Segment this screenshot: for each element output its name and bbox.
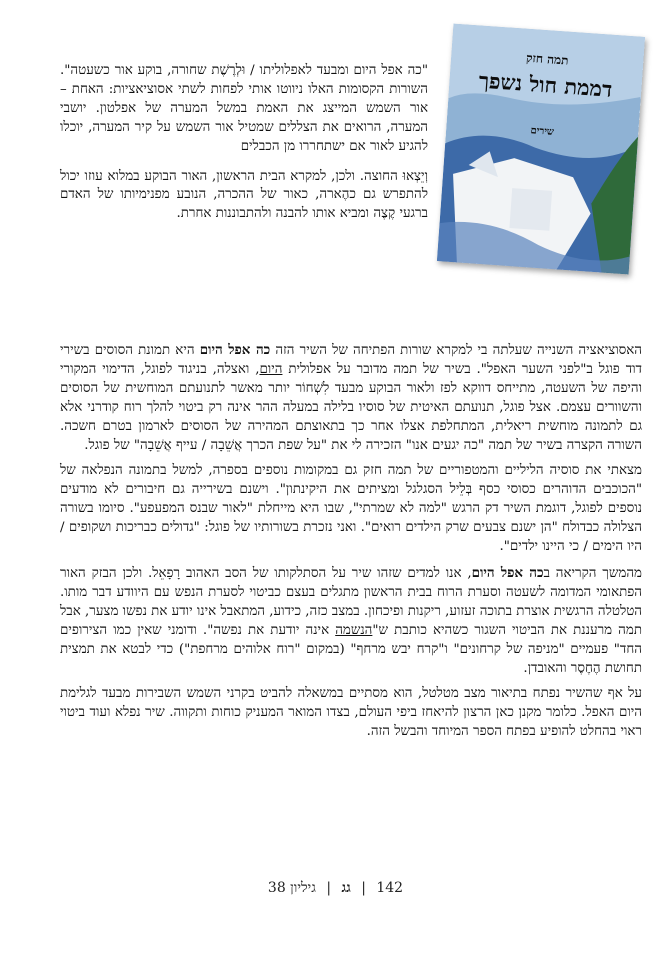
text-segment: היא תמונת הסוסים בשירי דוד פוגל ב"לפני השער האפל". בשיר של תמה מדובר על אפלולית [60,343,643,377]
issue-number: גיליון 38 [267,880,316,896]
footer-separator: | [326,880,332,896]
paragraph [60,685,642,742]
page-number: 142 [376,880,404,896]
paragraph [60,62,428,157]
text-segment: , אנו למדים שזהו שיר על הסתלקותו של הסב האהוב רָפָאֵל. ולכן הבזק האור הפתאומי המדומה לשעטה וסערת הרוח בבית הראשון מתגלים בעצם כביטוי לסערת הנפש עם היוודע דבר מותו. הטלטלה הרגשית אוצרת בתוכה זעזוע, ריקנות ופיכחון. במצב כזה, כידוע, המתאבל אינו יודע את נפשו מצער, אבל תמה מרעננת את הביטוי השגור כשהיא כותבת ש" [60,565,642,638]
text-segment: הנשמה [335,622,373,638]
text-segment: אינה יודעת את נפשה". ודומני שאין כמו הצירופים החד" פעמיים "מניפה של קרחונים" ו"קרח יבש מרחף" (במקום "רוח אלוהים מרחפת") כדי לבטא את תמצית תחושת הֶחֶסֶר והאובדן. [60,622,642,676]
footer-separator: | [361,880,366,896]
text-segment: "כה אפל היום ומבעד לאפלוליתו / וּלְרֶשֶׁת שחורה, בוקע אור כשעטה". השורות הקסומות האלו ניווטו אותי לפחות לשתי אסוציאציות: האחת – אור השמש המייצג את האמת במשל המערה של אפלטון. יושבי המערה, הרואים את הצללים שמטיל אור השמש על קיר המערה, יוכלו להגיע לאור אם ישתחררו מן הכבלים [60,63,428,154]
text-segment: היום [259,361,283,377]
paragraph [60,564,642,678]
magazine-name: גג [341,880,351,896]
article-column-full [60,341,642,749]
text-segment: על אף שהשיר נפתח בתיאור מצב מטלטל, הוא מסתיים במשאלה להביט בקרני השמש השבירות מבעד לגלימת היום האפל. כלומר מקנן כאן הרצון להיאחז ביפי העולם, בצדו המואר המעניק כוחות ותקווה. שיר נפלא ועוד ביטוי ראוי בהחלט להופיע בפתח הספר המיוחד והבשל הזה. [60,686,642,740]
paragraph [60,168,428,225]
book-cover-image [437,24,645,275]
text-segment: וְיֵצְאוּ החוצה. ולכן, למקרא הבית הראשון, האור הבוקע במלוא עוזו יכול להתפרש גם כהֶארה, כאור של ההכרה, הנובע מפנימיותו של האדם ברגעי קֶצֶה ומביא אותו להבנה ולהתבוננות אחרת. [60,168,428,222]
text-segment: כה אפל היום [199,342,271,358]
paragraph [60,341,642,455]
article-column-top [60,62,428,235]
text-segment: מהמשך הקריאה ב [543,565,642,581]
text-segment: האסוציאציה השנייה שעלתה בי למקרא שורות הפתיחה של השיר הזה [270,343,643,358]
cover-subtitle: שירים [530,125,555,138]
text-segment: כה אפל היום [471,564,544,581]
text-segment: מצאתי את סוסיה הליליים והמטפוריים של תמה חזק גם במקומות נוספים בספרה, למשל בתמונה הנפלאה של "הכוכבים הדוהרים כסוסי כסף בְּלֵיל הסגלגל ומציתים את היקינתון". וישנם בשירייה גם חיבורים לא מודעים נוספים לפוגל, דוגמת השיר דק הרגש "למה לא שמרתי", שבו היא מייחלת "לאור שבנס המפעפע". סיומו בשורה הצלולה כבדולח "הן ישנם צבעים שרק הילדים רואים". ואני נזכרת בשורותיו של פוגל: "גדולים כבריכות ושקופים / היו הימים / כי היינו ילדים". [60,463,642,555]
cover-author: תמה חזק [525,50,569,68]
cover-title: דממת חול נשפך [478,67,613,102]
page-footer [0,880,671,897]
text-segment: , ואצלה, בניגוד לפוגל, הדימוי המקורי והיפה של השעטה, מתייחס דווקא לפז ולאור הבוקע מבעד לִשְׁחוֹר יותר מאשר לתנועתם המוחשית של הסוסים והשוורים עצמם. אצל פוגל, תנועתם האיטית של סוסיו בלילה במעלה ההר אינה רק ביטוי להלך רוח קודרני אלא גם לתמונה מוחשית ריאלית, המתחלפת אצלו אחר כך בתאוצתם המהירה של הסוסים לארמון בטרם חשכה. השורה הקצרה בשיר של תמה "כה יגעים אנו" הזכירה לי את "על שפת הכרך אֲשֵׁבָה / עייף אֲשֵׁבָה" של פוגל. [60,361,642,453]
paragraph [60,462,642,557]
